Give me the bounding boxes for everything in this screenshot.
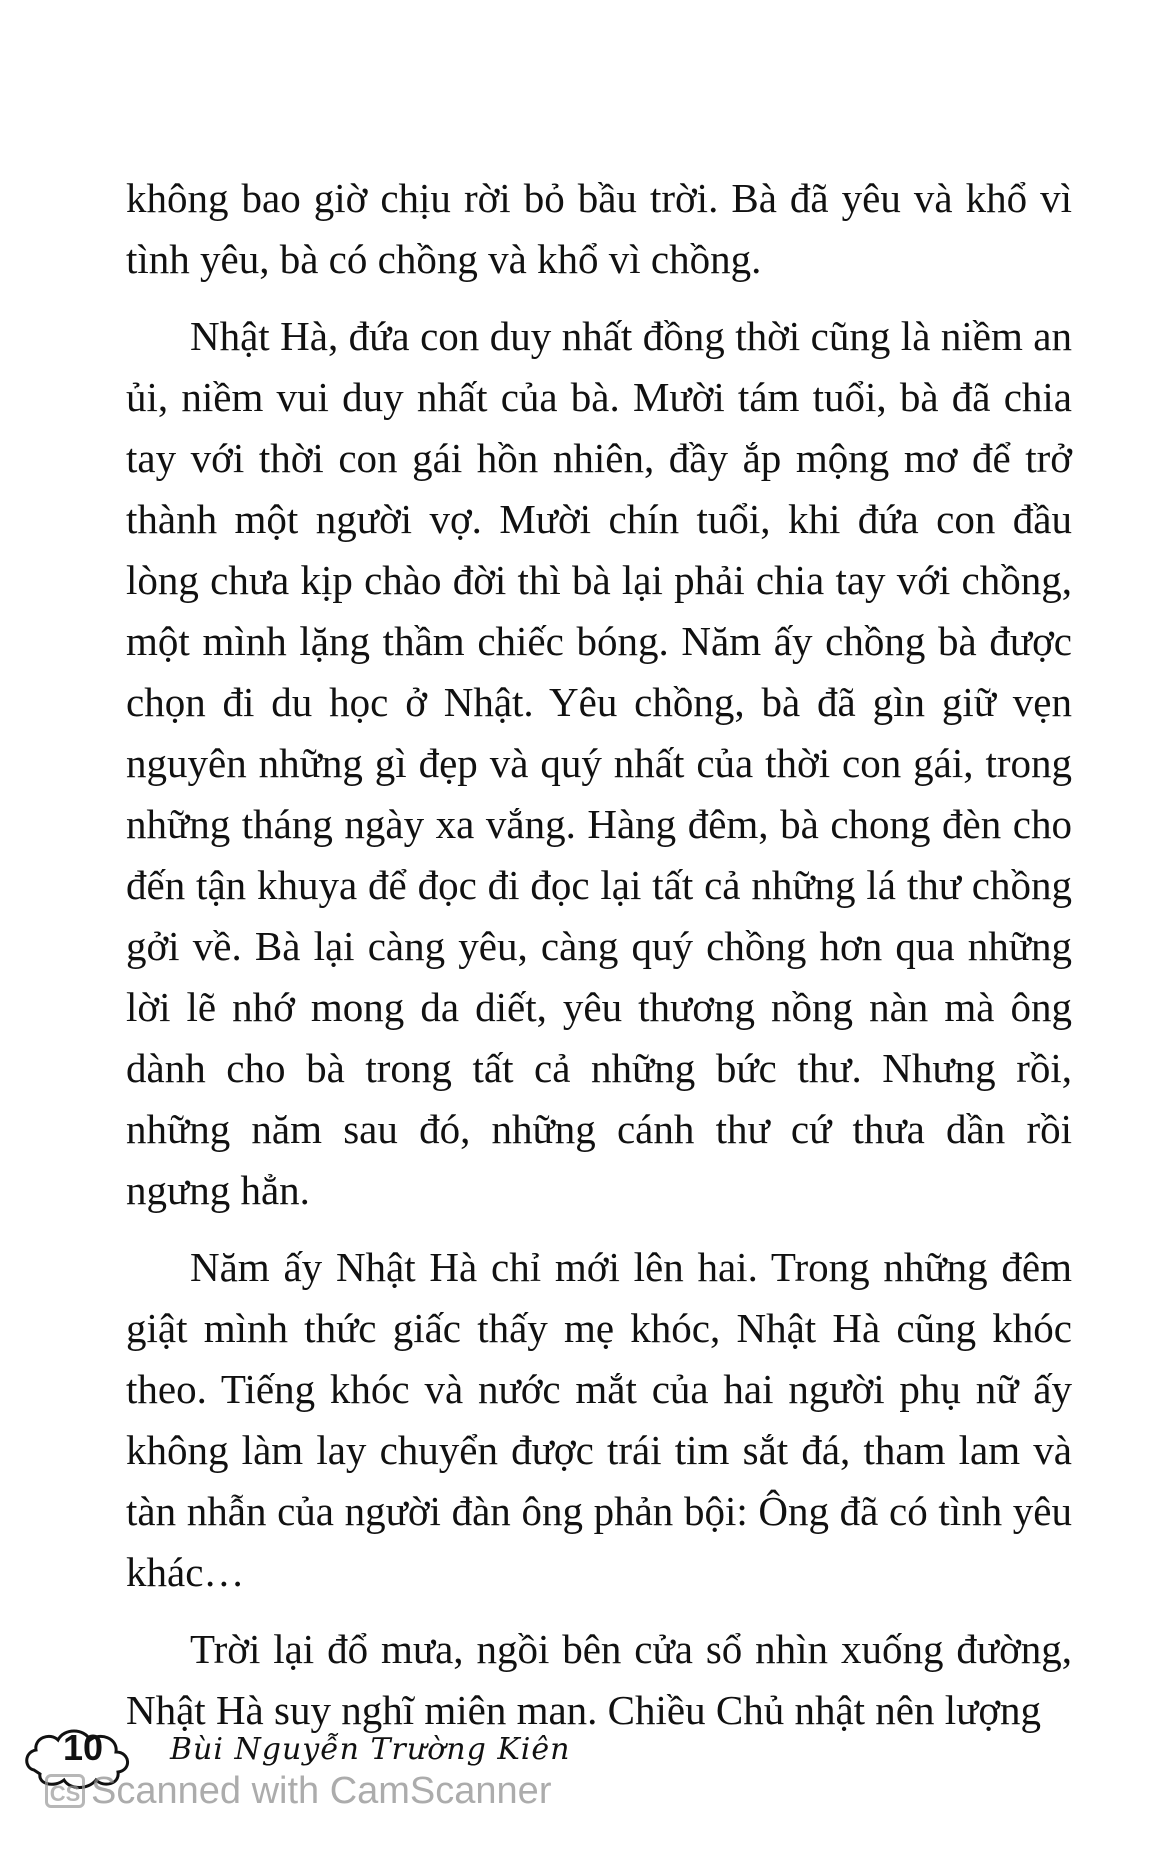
camscanner-watermark bbox=[45, 1769, 551, 1813]
body-text bbox=[126, 168, 1072, 1757]
author-name: Bùi Nguyễn Trường Kiên bbox=[170, 1732, 571, 1767]
watermark-text: Scanned with CamScanner bbox=[91, 1770, 552, 1812]
paragraph-3: Năm ấy Nhật Hà chỉ mới lên hai. Trong những đêm giật mình thức giấc thấy mẹ khóc, Nhật Hà cũng khóc theo. Tiếng khóc và nước mắt của hai người phụ nữ ấy không làm lay chuyển được trái tim sắt đá, tham lam và tàn nhẫn của người đàn ông phản bội: Ông đã có tình yêu khác… bbox=[126, 1244, 1072, 1595]
paragraph-2: Nhật Hà, đứa con duy nhất đồng thời cũng là niềm an ủi, niềm vui duy nhất của bà. Mười tám tuổi, bà đã chia tay với thời con gái hồn nhiên, đầy ắp mộng mơ để trở thành một người vợ. Mười chín tuổi, khi đứa con đầu lòng chưa kịp chào đời thì bà lại phải chia tay với chồng, một mình lặng thầm chiếc bóng. Năm ấy chồng bà được chọn đi du học ở Nhật. Yêu chồng, bà đã gìn giữ vẹn nguyên những gì đẹp và quý nhất của thời con gái, trong những tháng ngày xa vắng. Hàng đêm, bà chong đèn cho đến tận khuya để đọc đi đọc lại tất cả những lá thư chồng gởi về. Bà lại càng yêu, càng quý chồng hơn qua những lời lẽ nhớ mong da diết, yêu thương nồng nàn mà ông dành cho bà trong tất cả những bức thư. Nhưng rồi, những năm sau đó, những cánh thư cứ thưa dần rồi ngưng hẳn. bbox=[126, 313, 1072, 1213]
page-number: 10 bbox=[62, 1727, 104, 1768]
camscanner-logo-icon: CS bbox=[45, 1774, 85, 1808]
paragraph-1: không bao giờ chịu rời bỏ bầu trời. Bà đã yêu và khổ vì tình yêu, bà có chồng và khổ vì chồng. bbox=[126, 175, 1072, 282]
paragraph-4: Trời lại đổ mưa, ngồi bên cửa sổ nhìn xuống đường, Nhật Hà suy nghĩ miên man. Chiều Chủ nhật nên lượng bbox=[126, 1626, 1072, 1733]
